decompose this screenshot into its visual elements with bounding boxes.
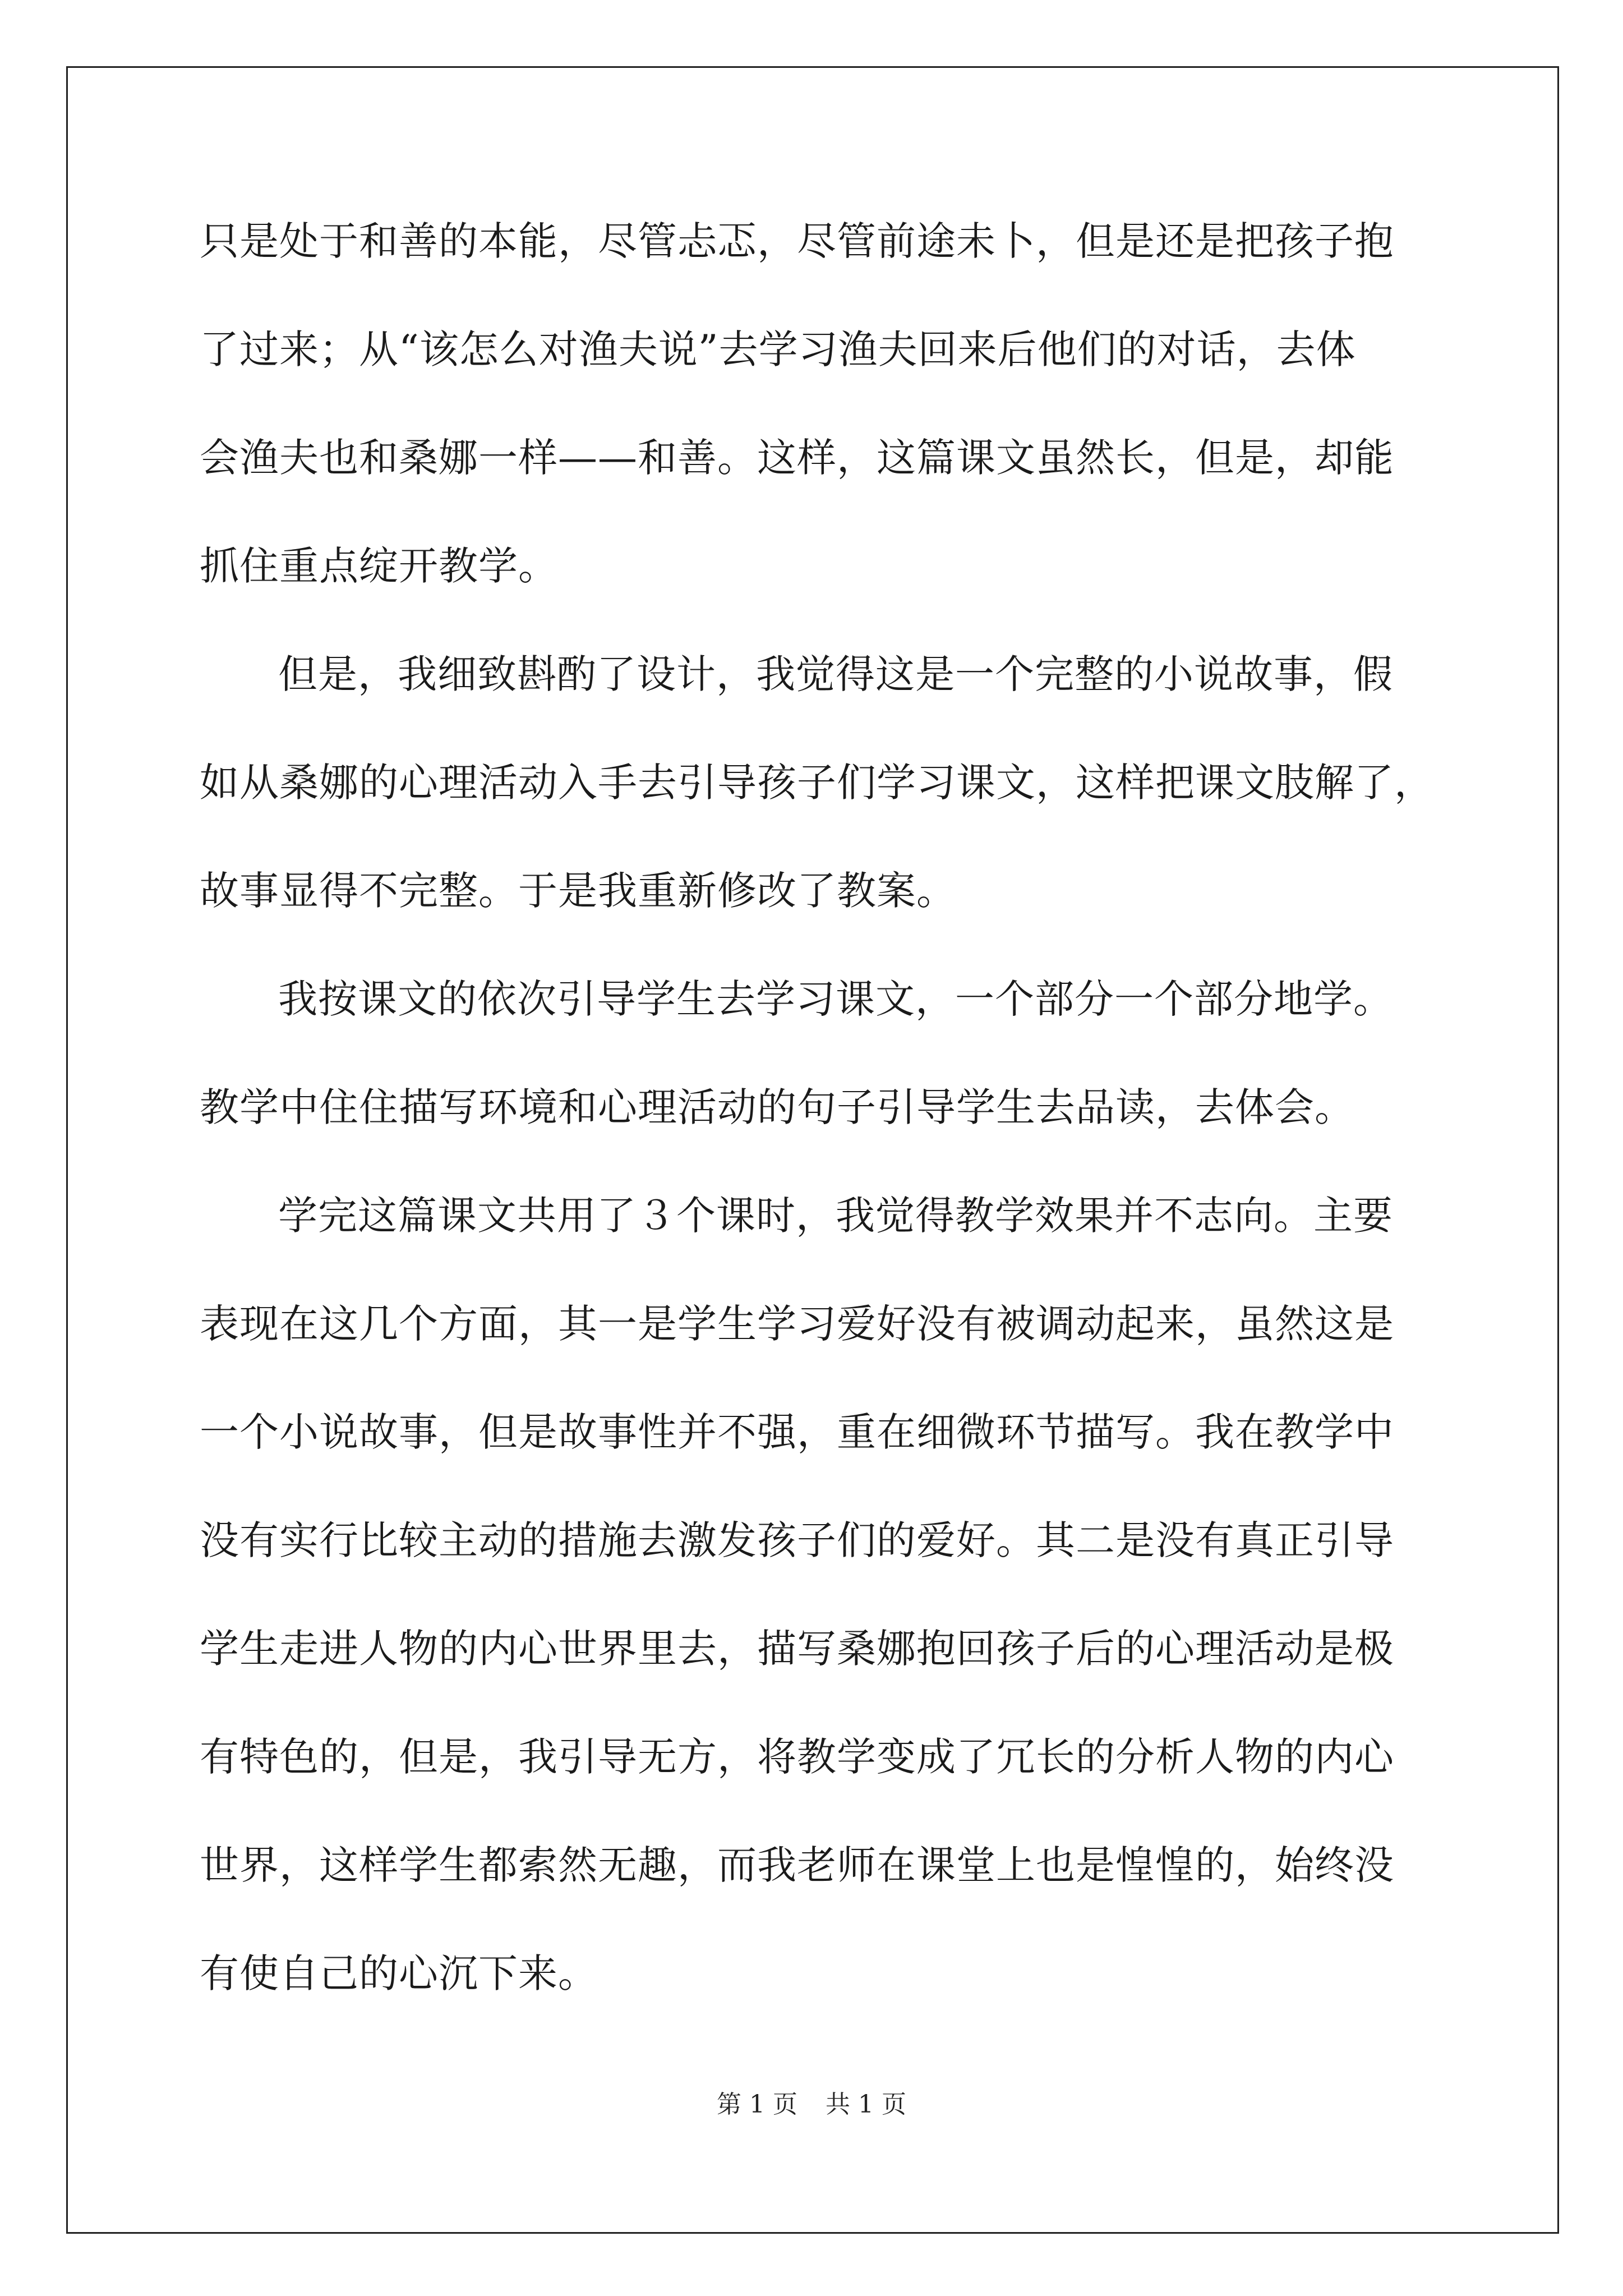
text-line: 会渔夫也和桑娜一样——和善。这样，这篇课文虽然长，但是，却能: [200, 435, 1394, 481]
paragraph-first-line: 学完这篇课文共用了３个课时，我觉得教学效果并不志向。主要: [278, 1193, 1393, 1239]
text-line: 了过来；从“该怎么对渔夫说”去学习渔夫回来后他们的对话，去体: [200, 326, 1356, 372]
page-number-current: 第 1 页: [717, 2090, 797, 2119]
text-line: 如从桑娜的心理活动入手去引导孩子们学习课文，这样把课文肢解了，: [200, 760, 1434, 806]
text-line: 抓住重点绽开教学。: [200, 543, 558, 589]
document-body: [200, 214, 1439, 2055]
page-footer: [0, 2088, 1623, 2122]
text-line: 世界，这样学生都索然无趣，而我老师在课堂上也是惶惶的，始终没: [200, 1842, 1394, 1888]
paragraph-first-line: 我按课文的依次引导学生去学习课文，一个部分一个部分地学。: [278, 976, 1393, 1022]
page-number-total: 共 1 页: [826, 2090, 906, 2119]
text-line: 有特色的，但是，我引导无方，将教学变成了冗长的分析人物的内心: [200, 1734, 1394, 1780]
text-line: 有使自己的心沉下来。: [200, 1950, 598, 1996]
text-line: 故事显得不完整。于是我重新修改了教案。: [200, 868, 956, 914]
paragraph-first-line: 但是，我细致斟酌了设计，我觉得这是一个完整的小说故事，假: [278, 651, 1393, 697]
text-line: 只是处于和善的本能，尽管忐忑，尽管前途未卜，但是还是把孩子抱: [200, 218, 1394, 264]
text-line: 表现在这几个方面，其一是学生学习爱好没有被调动起来，虽然这是: [200, 1301, 1394, 1347]
text-line: 一个小说故事，但是故事性并不强，重在细微环节描写。我在教学中: [200, 1409, 1394, 1455]
text-line: 教学中住住描写环境和心理活动的句子引导学生去品读，去体会。: [200, 1084, 1354, 1130]
text-line: 没有实行比较主动的措施去激发孩子们的爱好。其二是没有真正引导: [200, 1517, 1394, 1563]
text-line: 学生走进人物的内心世界里去，描写桑娜抱回孩子后的心理活动是极: [200, 1626, 1394, 1672]
